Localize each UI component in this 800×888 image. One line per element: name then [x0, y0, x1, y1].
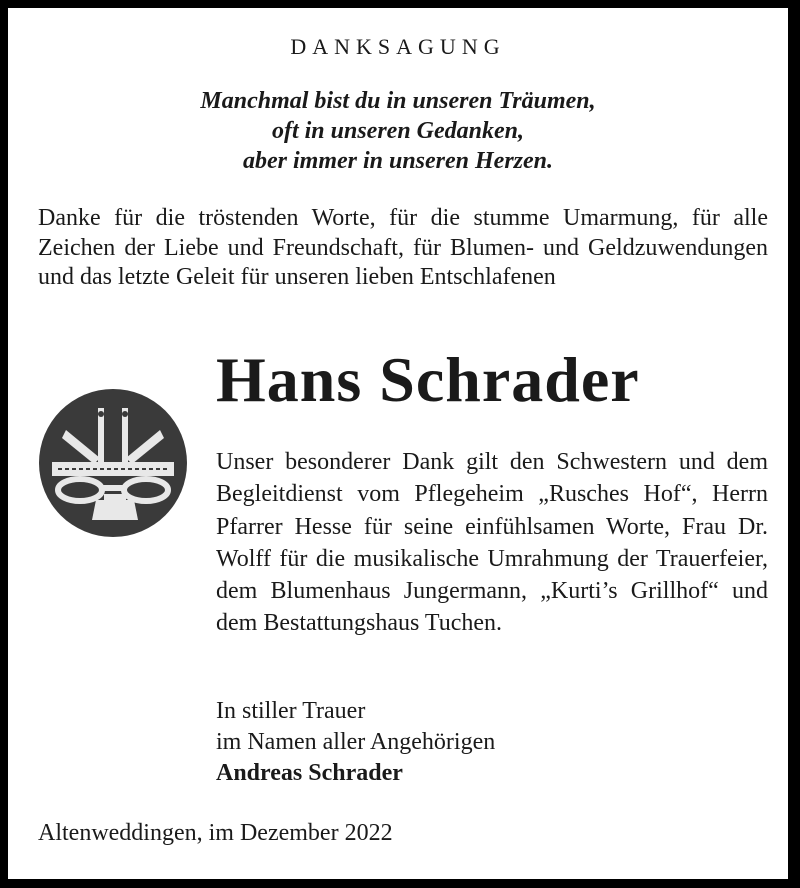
intro-text: Danke für die tröstenden Worte, für die stumme Umarmung, für alle Zeichen der Liebe und Freundschaft, für Blumen- und Geldzuwendungen und das letzte Geleit für unseren lieben Entschlafenen [38, 205, 768, 290]
thanks-text: Unser besonderer Dank gilt den Schwestern und dem Begleitdienst vom Pflegeheim „Rusches Hof“, Herrn Pfarrer Hesse für seine einfühlsamen Worte, Frau Dr. Wolff für die musikalische Umrahmung der Trauerfeier, dem Blumenhaus Jungermann, „Kurti’s Grillhof“ und dem Bestattungshaus Tuchen. [216, 449, 768, 637]
place-date: Altenweddingen, im Dezember 2022 [38, 820, 393, 846]
heading: DANKSAGUNG [290, 34, 506, 59]
tailor-guild-emblem-icon [38, 388, 188, 538]
closing [216, 696, 495, 789]
poem-line: Manchmal bist du in unseren Träumen, [200, 88, 596, 114]
poem-line: oft in unseren Gedanken, [271, 118, 525, 144]
poem [8, 86, 788, 176]
poem-line: aber immer in unseren Herzen. [242, 148, 554, 174]
signer-name: Andreas Schrader [216, 760, 403, 786]
obituary-card [8, 8, 788, 879]
deceased-name: Hans Schrader [216, 344, 640, 415]
closing-line: In stiller Trauer [216, 698, 366, 724]
closing-line: im Namen aller Angehörigen [216, 729, 496, 755]
